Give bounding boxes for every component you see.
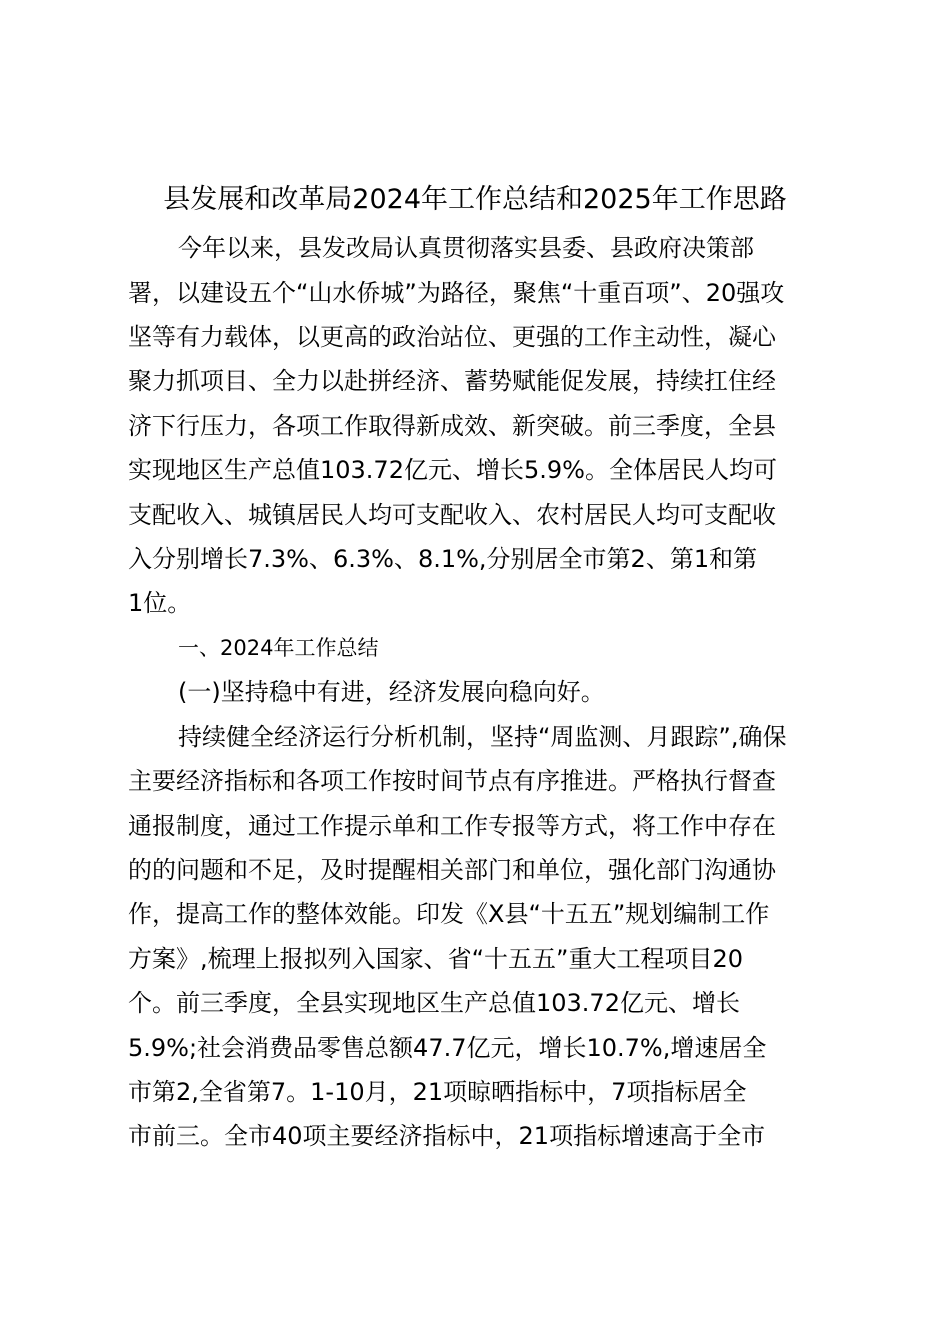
intro-line: 济下行压力，各项工作取得新成效、新突破。前三季度，全县: [128, 412, 776, 440]
intro-line: 实现地区生产总值103.72亿元、增长5.9%。全体居民人均可: [128, 456, 777, 484]
intro-line: 1位。: [128, 589, 192, 617]
body-line: 的的问题和不足，及时提醒相关部门和单位，强化部门沟通协: [128, 856, 776, 884]
body-line: 市前三。全市40项主要经济指标中，21项指标增速高于全市: [128, 1122, 766, 1150]
intro-line: 聚力抓项目、全力以赴拼经济、蓄势赋能促发展，持续扛住经: [128, 367, 776, 395]
intro-line: 署，以建设五个“山水侨城”为路径，聚焦“十重百项”、20强攻: [128, 279, 785, 307]
subsection-heading: (一)坚持稳中有进，经济发展向稳向好。: [178, 678, 605, 706]
section-heading: 一、2024年工作总结: [178, 636, 379, 660]
document-title: 县发展和改革局2024年工作总结和2025年工作思路: [163, 184, 787, 215]
body-line: 市第2,全省第7。1-10月，21项晾晒指标中，7项指标居全: [128, 1078, 747, 1106]
body-line: 方案》,梳理上报拟列入国家、省“十五五”重大工程项目20: [128, 945, 744, 973]
body-line: 作，提高工作的整体效能。印发《X县“十五五”规划编制工作: [128, 900, 770, 928]
body-line: 个。前三季度，全县实现地区生产总值103.72亿元、增长: [128, 989, 740, 1017]
body-line: 持续健全经济运行分析机制，坚持“周监测、月跟踪”,确保: [178, 723, 787, 751]
body-line: 5.9%;社会消费品零售总额47.7亿元，增长10.7%,增速居全: [128, 1034, 767, 1062]
intro-line: 今年以来，县发改局认真贯彻落实县委、县政府决策部: [178, 234, 754, 262]
intro-line: 支配收入、城镇居民人均可支配收入、农村居民人均可支配收: [128, 501, 776, 529]
body-line: 主要经济指标和各项工作按时间节点有序推进。严格执行督查: [128, 767, 776, 795]
intro-line: 入分别增长7.3%、6.3%、8.1%,分别居全市第2、第1和第: [128, 545, 758, 573]
intro-line: 坚等有力载体，以更高的政治站位、更强的工作主动性，凝心: [128, 323, 776, 351]
body-line: 通报制度，通过工作提示单和工作专报等方式，将工作中存在: [128, 812, 776, 840]
